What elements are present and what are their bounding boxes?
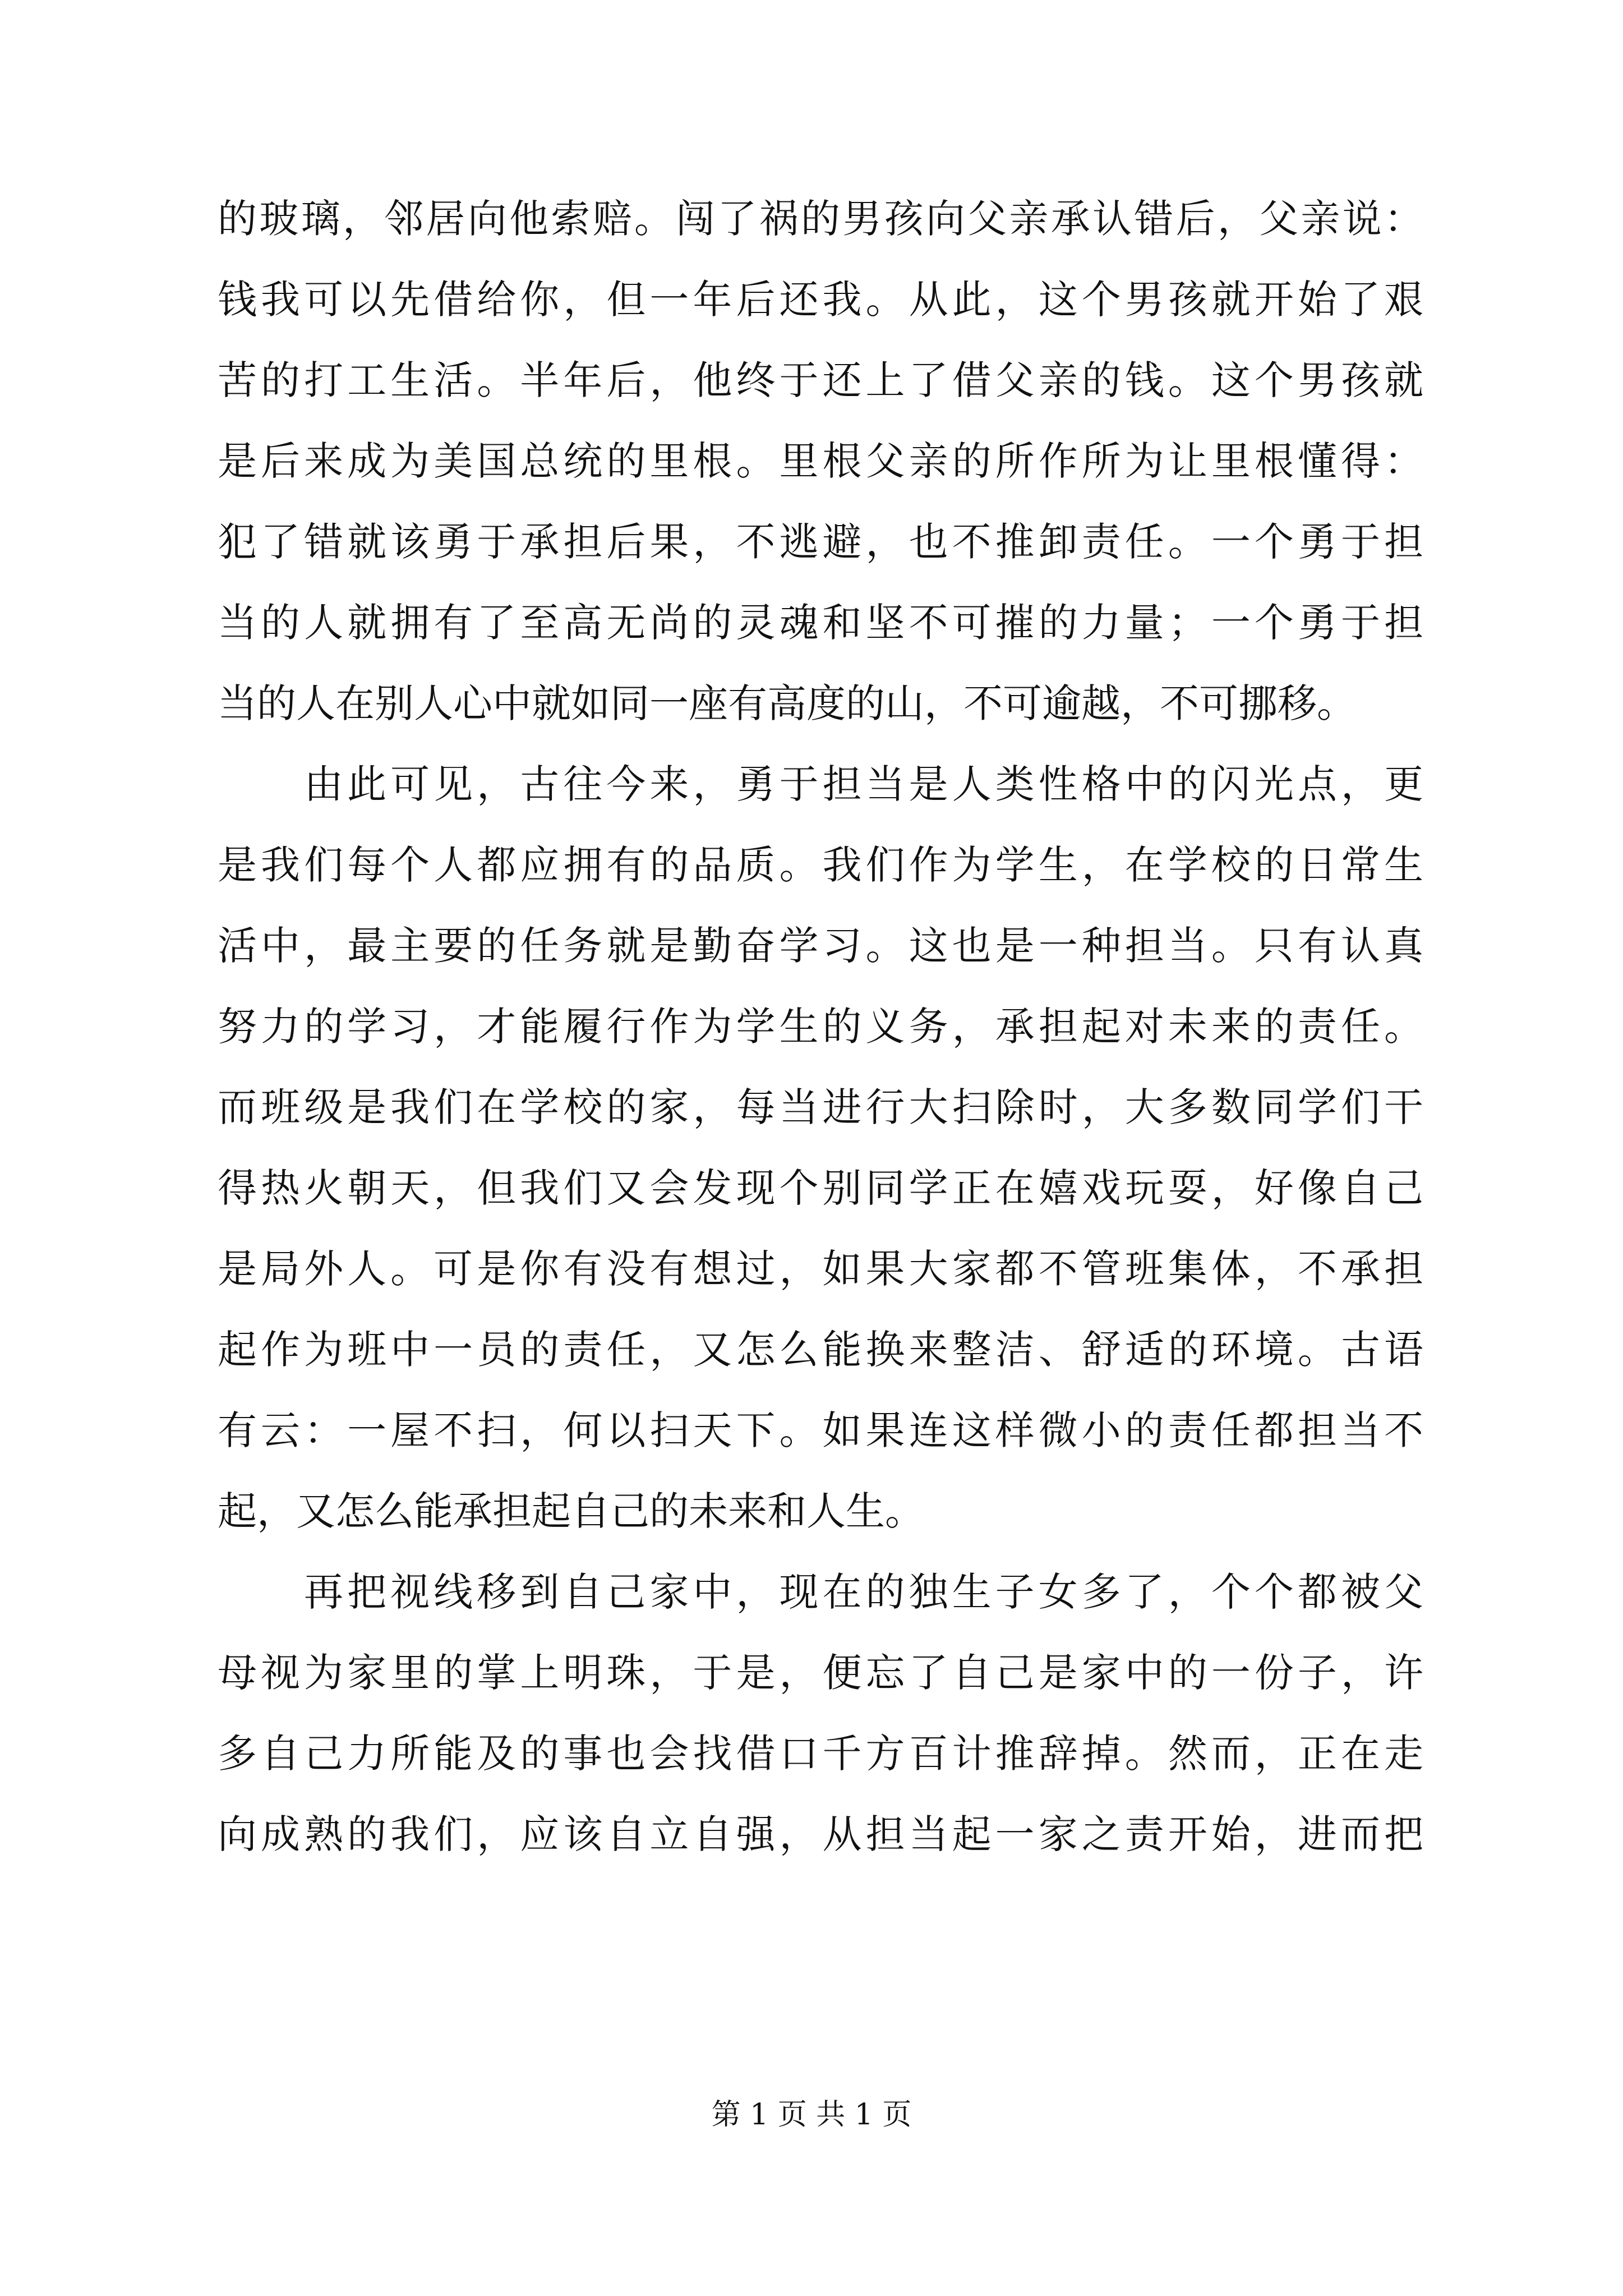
paragraph-start-line: 由此可见，古往今来，勇于担当是人类性格中的闪光点，更 <box>304 761 1423 807</box>
text-line: 有云：一屋不扫，何以扫天下。如果连这样微小的责任都担当不 <box>218 1407 1423 1453</box>
text-line: 起，又怎么能承担起自己的未来和人生。 <box>218 1488 924 1534</box>
text-line: 得热火朝天，但我们又会发现个别同学正在嬉戏玩耍，好像自己 <box>218 1165 1423 1211</box>
text-line: 而班级是我们在学校的家，每当进行大扫除时，大多数同学们干 <box>218 1084 1423 1130</box>
text-line: 的玻璃，邻居向他索赔。闯了祸的男孩向父亲承认错后，父亲说： <box>218 196 1423 242</box>
text-line: 母视为家里的掌上明珠，于是，便忘了自己是家中的一份子，许 <box>218 1650 1423 1696</box>
page-footer <box>0 2097 1623 2133</box>
text-line: 活中，最主要的任务就是勤奋学习。这也是一种担当。只有认真 <box>218 923 1423 969</box>
text-line: 努力的学习，才能履行作为学生的义务，承担起对未来的责任。 <box>218 1004 1423 1050</box>
text-line: 苦的打工生活。半年后，他终于还上了借父亲的钱。这个男孩就 <box>218 357 1423 403</box>
body-text <box>218 178 1423 1875</box>
text-line: 起作为班中一员的责任，又怎么能换来整洁、舒适的环境。古语 <box>218 1327 1423 1373</box>
text-line: 钱我可以先借给你，但一年后还我。从此，这个男孩就开始了艰 <box>218 277 1423 323</box>
text-line: 当的人就拥有了至高无尚的灵魂和坚不可摧的力量；一个勇于担 <box>218 600 1423 646</box>
text-line: 向成熟的我们，应该自立自强，从担当起一家之责开始，进而把 <box>218 1811 1423 1857</box>
text-line: 犯了错就该勇于承担后果，不逃避，也不推卸责任。一个勇于担 <box>218 519 1423 565</box>
page-number-label: 第 1 页 共 1 页 <box>711 2098 912 2132</box>
text-line: 是我们每个人都应拥有的品质。我们作为学生，在学校的日常生 <box>218 842 1423 888</box>
paragraph-start-line: 再把视线移到自己家中，现在的独生子女多了，个个都被父 <box>304 1569 1423 1615</box>
text-line: 多自己力所能及的事也会找借口千方百计推辞掉。然而，正在走 <box>218 1731 1423 1777</box>
text-line: 是局外人。可是你有没有想过，如果大家都不管班集体，不承担 <box>218 1246 1423 1292</box>
text-line: 当的人在别人心中就如同一座有高度的山，不可逾越，不可挪移。 <box>218 680 1356 726</box>
text-line: 是后来成为美国总统的里根。里根父亲的所作所为让里根懂得： <box>218 438 1423 484</box>
